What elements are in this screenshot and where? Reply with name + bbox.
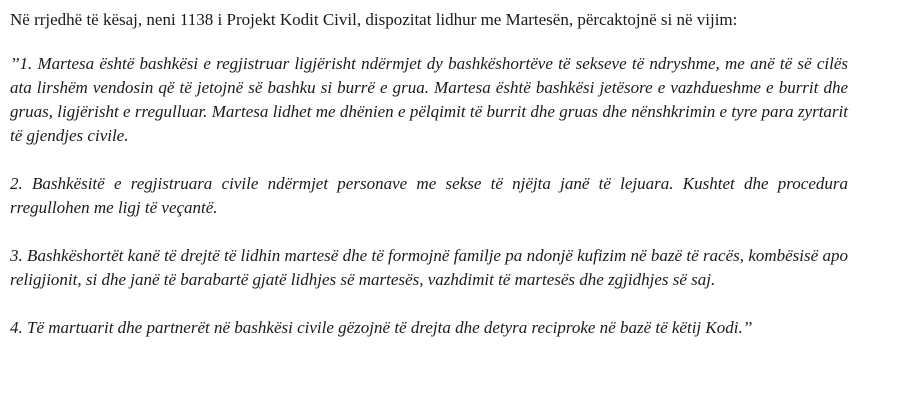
- article-paragraph-3: 3. Bashkëshortët kanë të drejtë të lidhin martesë dhe të formojnë familje pa ndonjë kufizim në bazë të racës, kombësisë apo religjionit, si dhe janë të barabartë gjatë lidhjes së martesës, vazhdimit të martesës dhe zgjidhjes së saj.: [10, 246, 848, 289]
- article-paragraph-4: 4. Të martuarit dhe partnerët në bashkësi civile gëzojnë të drejta dhe detyra reciproke në bazë të këtij Kodi.’’: [10, 318, 753, 337]
- article-paragraph-1: ’’1. Martesa është bashkësi e regjistruar ligjërisht ndërmjet dy bashkëshortëve të sekseve të ndryshme, me anë të së cilës ata lirshëm vendosin që të jetojnë së bashku si burrë e grua. Martesa është bashkësi jetësore e vazhdueshme e burrit dhe gruas, ligjërisht e rregulluar. Martesa lidhet me dhënien e pëlqimit të burrit dhe gruas dhe nënshkrimin e tyre para zyrtarit të gjendjes civile.: [10, 54, 848, 145]
- intro-paragraph: Në rrjedhë të kësaj, neni 1138 i Projekt Kodit Civil, dispozitat lidhur me Martesën, përcaktojnë si në vijim:: [10, 10, 738, 29]
- document-page: [10, 8, 848, 340]
- quoted-article: [10, 52, 848, 340]
- article-paragraph-2: 2. Bashkësitë e regjistruara civile ndërmjet personave me sekse të njëjta janë të lejuara. Kushtet dhe procedura rregullohen me ligj të veçantë.: [10, 174, 848, 217]
